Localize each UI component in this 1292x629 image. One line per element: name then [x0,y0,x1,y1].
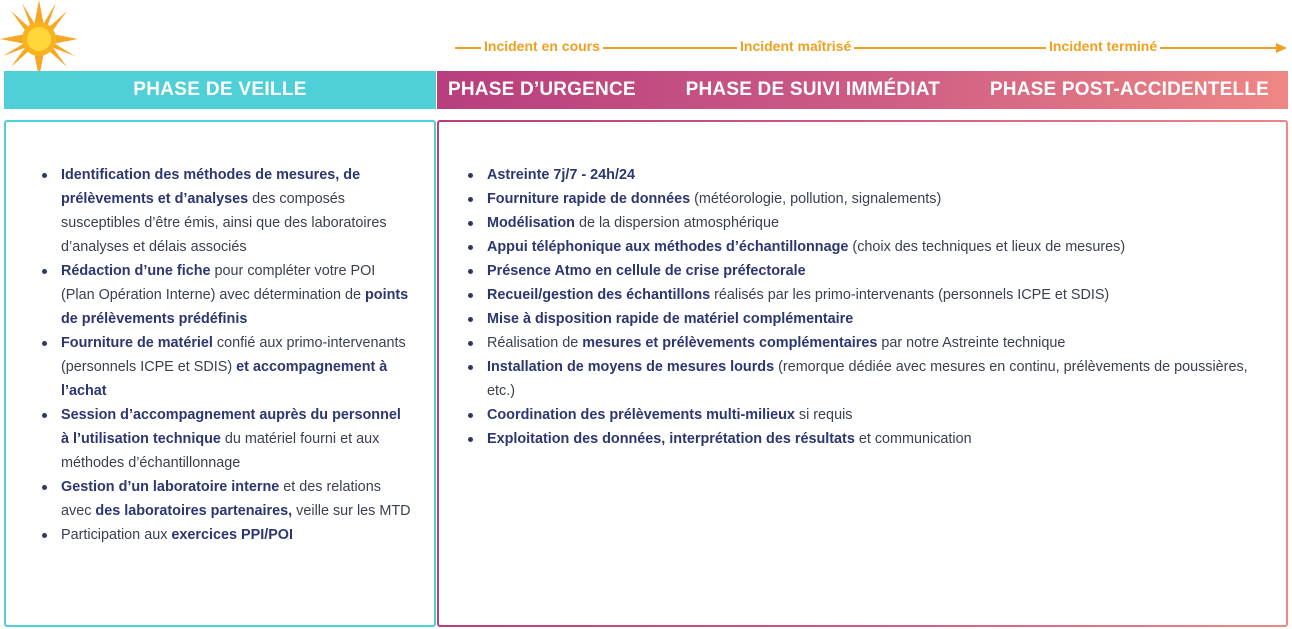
list-item [468,331,1268,355]
item-text: (choix des techniques et lieux de mesures) [848,239,1126,255]
item-bold-text: et accompagnement à l’achat [61,359,388,399]
item-text: confié aux primo-intervenants (personnels ICPE et SDIS) [61,335,406,375]
urgence-list [468,163,1268,451]
stage-incident-en-cours: Incident en cours [481,38,603,54]
list-item [468,307,1268,331]
item-text: pour compléter votre POI (Plan Opération Interne) avec détermination de [61,263,376,303]
item-bold-text: Appui téléphonique aux méthodes d’échantillonnage [487,239,849,255]
list-item [468,235,1268,259]
list-item [468,211,1268,235]
incident-timeline [0,0,1292,70]
item-text: et des relations avec [61,479,381,519]
item-text: de la dispersion atmosphérique [574,215,779,231]
list-item [42,523,412,547]
list-item [468,283,1268,307]
item-bold-text: Installation de moyens de mesures lourds [487,359,775,375]
item-bold-text: points de prélèvements prédéfinis [61,287,409,327]
item-bold-text: exercices PPI/POI [171,527,293,543]
list-item [42,163,412,259]
list-item [468,163,1268,187]
stage-incident-maitrise: Incident maîtrisé [737,38,854,54]
list-item [42,259,412,331]
phase-post-title: PHASE POST-ACCIDENTELLE [989,79,1269,100]
list-item [468,403,1268,427]
item-text: des composés susceptibles d’être émis, ainsi que des laboratoires d’analyses et délais associés [61,191,387,255]
phase-urgence-title: PHASE D’URGENCE [448,79,636,100]
item-bold-text: Gestion d’un laboratoire interne [61,479,280,495]
sun-burst-icon [0,0,78,78]
item-text: si requis [794,407,853,423]
item-text: par notre Astreinte technique [877,335,1066,351]
list-item [468,427,1268,451]
item-bold-text: Présence Atmo en cellule de crise préfectorale [487,263,806,279]
item-text: réalisés par les primo-intervenants (personnels ICPE et SDIS) [710,287,1110,303]
phase-urgence-header [437,71,1288,109]
timeline-arrow [0,0,1292,70]
item-bold-text: Recueil/gestion des échantillons [487,287,711,303]
item-bold-text: Fourniture rapide de données [487,191,691,207]
item-bold-text: des laboratoires partenaires, [95,503,293,519]
item-bold-text: Rédaction d’une fiche [61,263,211,279]
item-bold-text: Astreinte 7j/7 - 24h/24 [487,167,635,183]
item-text: Réalisation de [487,335,583,351]
list-item [468,355,1268,403]
list-item [42,331,412,403]
item-bold-text: Modélisation [487,215,575,231]
urgence-panel [437,120,1288,627]
item-bold-text: Fourniture de matériel [61,335,213,351]
phase-veille-title: PHASE DE VEILLE [133,79,307,100]
item-text: (remorque dédiée avec mesures en continu, prélèvements de poussières, etc.) [487,359,1248,399]
list-item [42,475,412,523]
item-bold-text: Coordination des prélèvements multi-milieux [487,407,795,423]
stage-incident-termine: Incident terminé [1046,38,1160,54]
item-bold-text: Mise à disposition rapide de matériel complémentaire [487,311,854,327]
item-text: et communication [854,431,972,447]
list-item [42,403,412,475]
veille-panel [4,120,436,627]
item-bold-text: Session d’accompagnement auprès du personnel à l’utilisation technique [61,407,401,447]
item-text: Participation aux [61,527,172,543]
item-bold-text: Exploitation des données, interprétation des résultats [487,431,855,447]
list-item [468,187,1268,211]
phase-suivi-title: PHASE DE SUIVI IMMÉDIAT [685,79,941,100]
veille-list [42,163,412,547]
item-bold-text: Identification des méthodes de mesures, de prélèvements et d’analyses [61,167,361,207]
item-bold-text: mesures et prélèvements complémentaires [582,335,878,351]
list-item [468,259,1268,283]
item-text: veille sur les MTD [292,503,411,519]
item-text: du matériel fourni et aux méthodes d’échantillonnage [61,431,380,471]
item-text: (météorologie, pollution, signalements) [690,191,942,207]
phase-veille-header [4,71,436,109]
